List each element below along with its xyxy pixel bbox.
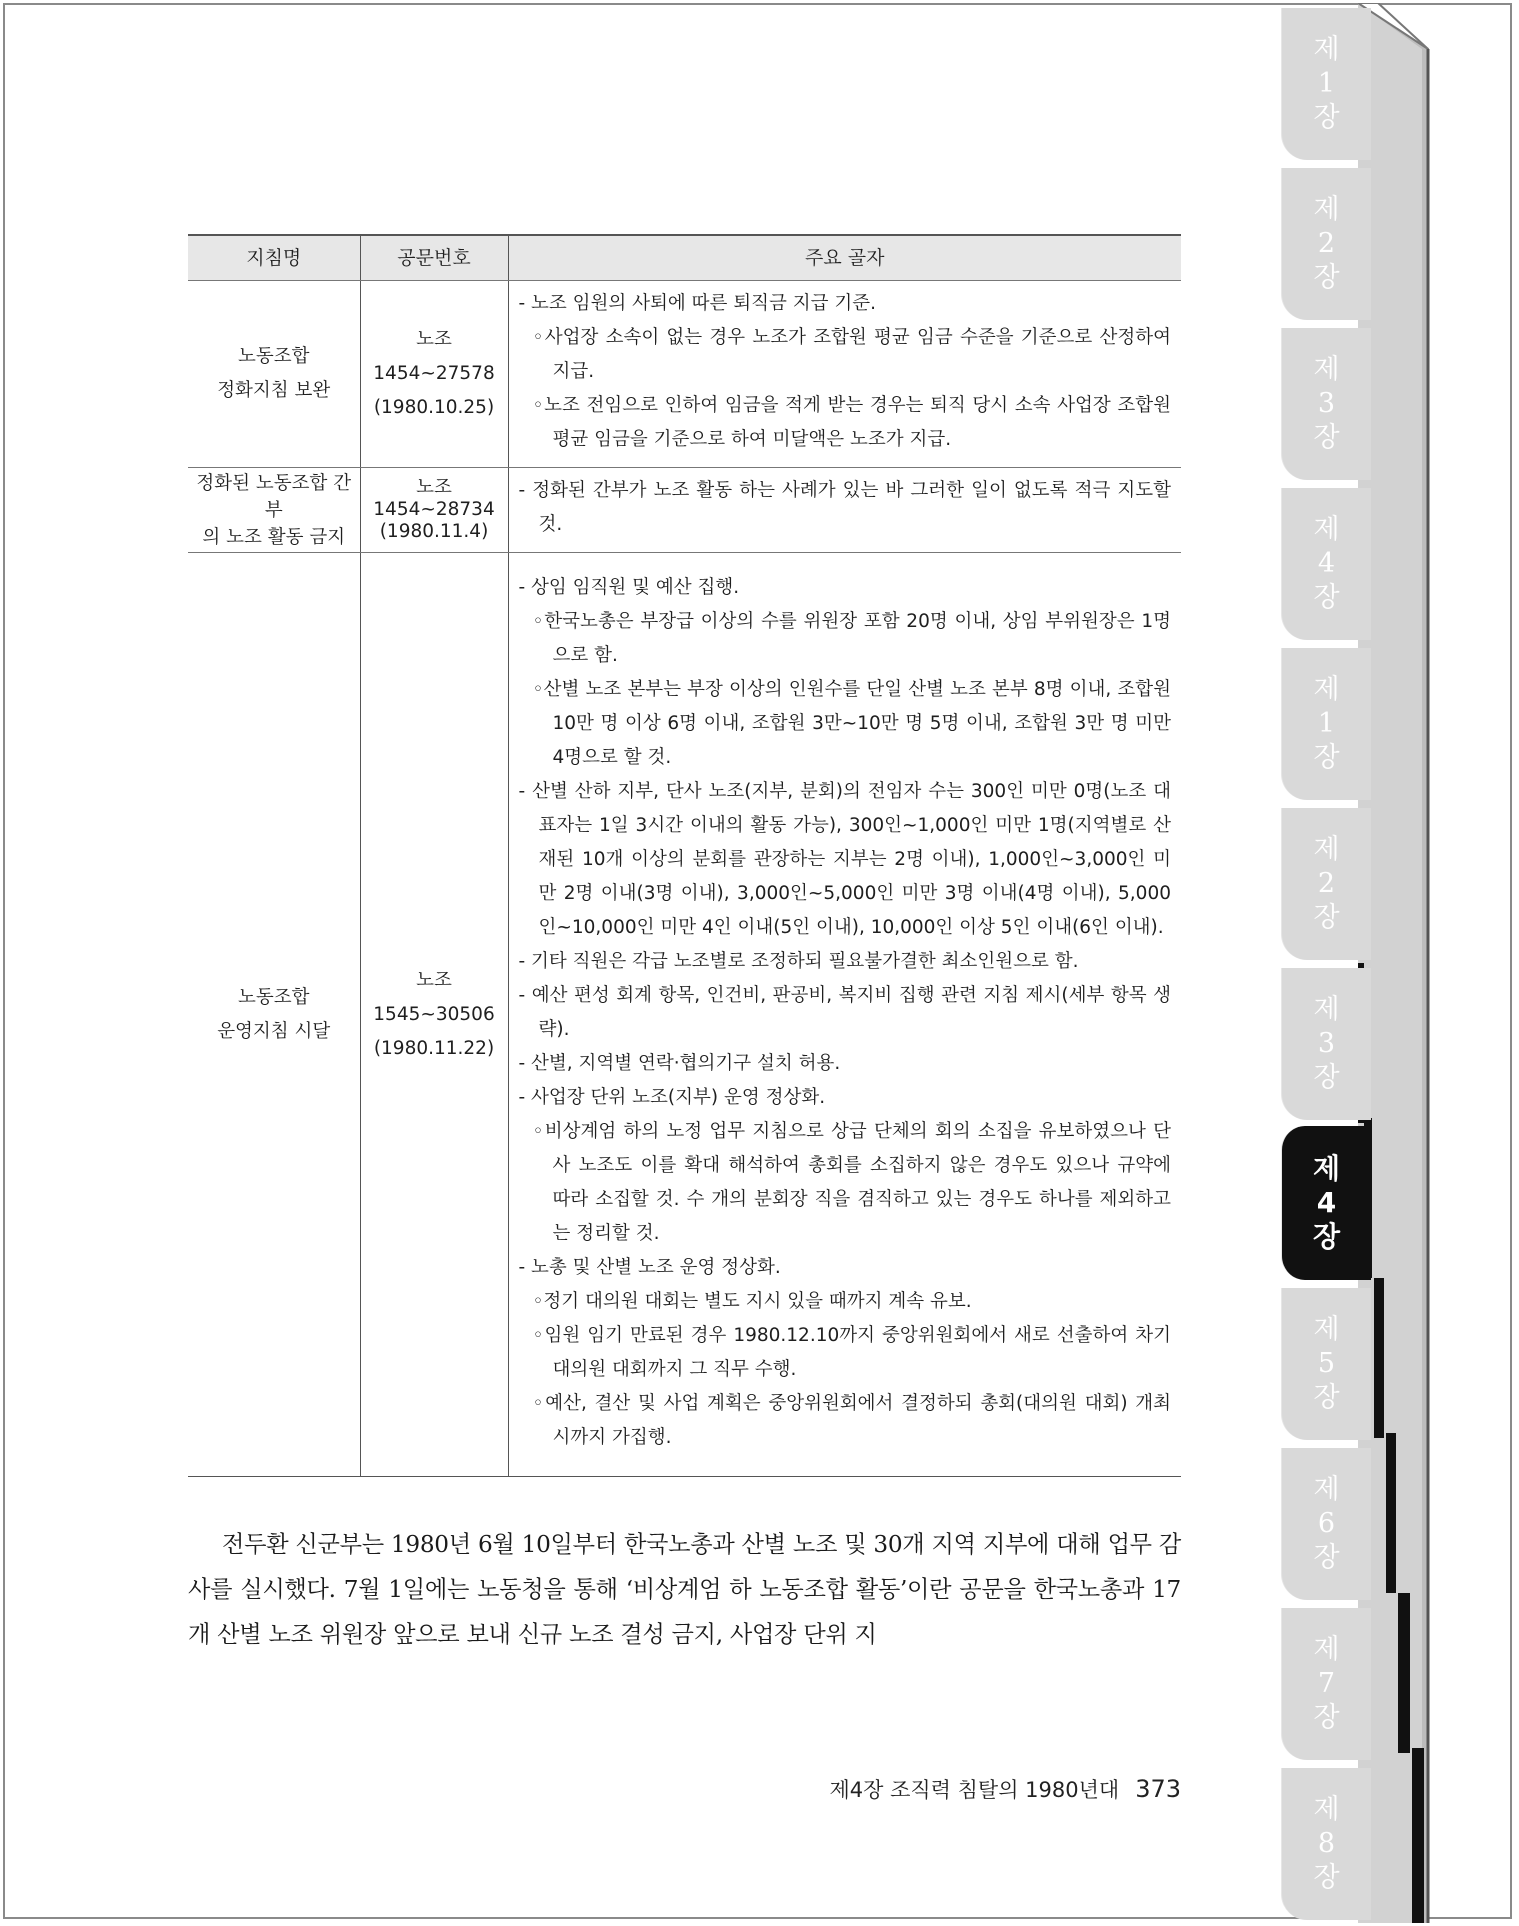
cell-text: 노조 [416, 329, 452, 350]
list-item: - 노총 및 산별 노조 운영 정상화. [518, 1256, 781, 1278]
list-item: ◦비상계엄 하의 노정 업무 지침으로 상급 단체의 회의 소집을 유보하였으나 단사 노조도 이를 확대 해석하여 총회를 소집하지 않은 경우도 있으나 규약에 따라 소집할 것. 수 개의 분회장 직을 겸직하고 있는 경우도 하나를 제외하고는 정리할 것. [532, 1120, 1171, 1244]
document-number-cell [360, 468, 508, 553]
tab-label: 제1장 [1313, 674, 1340, 773]
tab-label: 제5장 [1313, 1314, 1340, 1413]
running-chapter-title: 제4장 조직력 침탈의 1980년대 [829, 1778, 1120, 1802]
tab-label: 제2장 [1313, 834, 1340, 933]
list-item: ◦사업장 소속이 없는 경우 노조가 조합원 평균 임금 수준을 기준으로 산정하여 지급. [532, 327, 1171, 382]
list-item: - 상임 임직원 및 예산 집행. [518, 576, 740, 598]
cell-text: 1454~28734 [373, 499, 495, 520]
book-edge-stack [1358, 3, 1518, 1923]
cell-text: 노조 [416, 969, 452, 991]
main-points-cell [508, 468, 1181, 553]
list-item: - 기타 직원은 각급 노조별로 조정하되 필요불가결한 최소인원으로 함. [518, 950, 1079, 972]
cell-text: (1980.10.25) [373, 397, 495, 418]
chapter-tab-3[interactable] [1281, 328, 1371, 480]
table-row [188, 281, 1181, 468]
body-paragraph: 전두환 신군부는 1980년 6월 10일부터 한국노총과 산별 노조 및 30개 지역 지부에 대해 업무 감사를 실시했다. 7월 1일에는 노동청을 통해 ‘비상계엄 하 노동조합 활동’이란 공문을 한국노총과 17개 산별 노조 위원장 앞으로 보내 신규 노조 결성 금지, 사업장 단위 지 [188, 1531, 1181, 1648]
list-item: ◦예산, 결산 및 사업 계획은 중앙위원회에서 결정하되 총회(대의원 대회) 개최 시까지 가집행. [532, 1392, 1171, 1448]
cell-text: 정화된 노동조합 간부 [196, 472, 352, 521]
list-item: - 산별, 지역별 연락·협의기구 설치 허용. [518, 1052, 841, 1074]
list-item: ◦산별 노조 본부는 부장 이상의 인원수를 단일 산별 노조 본부 8명 이내, 조합원 10만 명 이상 6명 이내, 조합원 3만~10만 명 5명 이내, 조합원 3만 명 미만 4명으로 할 것. [532, 678, 1171, 768]
chapter-tab-7[interactable] [1281, 968, 1371, 1120]
cell-text: 의 노조 활동 금지 [202, 526, 346, 548]
guideline-name-cell [188, 553, 360, 1477]
page-footer [700, 1774, 1181, 1804]
chapter-tab-10[interactable] [1281, 1448, 1371, 1600]
chapter-tab-1[interactable] [1281, 8, 1371, 160]
cell-text: 1545~30506 [373, 1003, 495, 1025]
header-guideline-name: 지침명 [188, 235, 360, 281]
tab-label: 제3장 [1313, 354, 1340, 453]
guideline-table [188, 234, 1181, 1477]
tab-label: 제4장 [1313, 514, 1340, 613]
list-item: ◦임원 임기 만료된 경우 1980.12.10까지 중앙위원회에서 새로 선출하여 차기 대의원 대회까지 그 직무 수행. [532, 1324, 1171, 1380]
page-number: 373 [1135, 1775, 1181, 1803]
tab-label: 제7장 [1313, 1634, 1340, 1733]
tab-label: 제3장 [1313, 994, 1340, 1093]
main-points-cell [508, 553, 1181, 1477]
list-item: - 산별 산하 지부, 단사 노조(지부, 분회)의 전임자 수는 300인 미만 0명(노조 대표자는 1일 3시간 이내의 활동 가능), 300인~1,000인 미만 1명(지역별로 산재된 10개 이상의 분회를 관장하는 지부는 2명 이내), 1,000인~3,000인 미만 2명 이내(3명 이내), 3,000인~5,000인 미만 3명 이내(4명 이내), 5,000인~10,000인 미만 4인 이내(5인 이내), 10,000인 이상 5인 이내(6인 이내). [518, 780, 1171, 938]
table-header-row [188, 235, 1181, 281]
list-item: ◦정기 대의원 대회는 별도 지시 있을 때까지 계속 유보. [532, 1290, 972, 1312]
tab-label: 제8장 [1313, 1794, 1340, 1893]
chapter-tab-5[interactable] [1281, 648, 1371, 800]
list-item: ◦노조 전임으로 인하여 임금을 적게 받는 경우는 퇴직 당시 소속 사업장 조합원 평균 임금을 기준으로 하여 미달액은 노조가 지급. [532, 395, 1171, 450]
chapter-tab-11[interactable] [1281, 1608, 1371, 1760]
cell-text: 정화지침 보완 [217, 380, 331, 401]
list-item: - 정화된 간부가 노조 활동 하는 사례가 있는 바 그러한 일이 없도록 적극 지도할 것. [518, 480, 1171, 535]
list-item: ◦한국노총은 부장급 이상의 수를 위원장 포함 20명 이내, 상임 부위원장은 1명으로 함. [532, 610, 1171, 666]
cell-text: (1980.11.22) [373, 1037, 495, 1059]
tab-label: 제6장 [1313, 1474, 1340, 1573]
tab-label: 제2장 [1313, 194, 1340, 293]
main-points-cell [508, 281, 1181, 468]
guideline-name-cell [188, 468, 360, 553]
document-number-cell [360, 553, 508, 1477]
cell-text: 노조 [416, 477, 452, 498]
tab-label: 제1장 [1313, 34, 1340, 133]
chapter-tab-8-active[interactable] [1281, 1126, 1371, 1280]
document-number-cell [360, 281, 508, 468]
list-item: - 예산 편성 회계 항목, 인건비, 판공비, 복지비 집행 관련 지침 제시(세부 항목 생략). [518, 984, 1171, 1040]
chapter-tab-9[interactable] [1281, 1288, 1371, 1440]
chapter-tab-4[interactable] [1281, 488, 1371, 640]
cell-text: 운영지침 시달 [217, 1020, 331, 1042]
list-item: - 노조 임원의 사퇴에 따른 퇴직금 지급 기준. [518, 293, 877, 314]
header-main-points: 주요 골자 [508, 235, 1181, 281]
chapter-tab-6[interactable] [1281, 808, 1371, 960]
table-row [188, 468, 1181, 553]
guideline-name-cell [188, 281, 360, 468]
chapter-tab-12[interactable] [1281, 1768, 1371, 1920]
header-document-number: 공문번호 [360, 235, 508, 281]
cell-text: (1980.11.4) [379, 521, 489, 542]
chapter-tab-2[interactable] [1281, 168, 1371, 320]
tab-label: 제4장 [1312, 1152, 1341, 1253]
cell-text: 노동조합 [238, 986, 310, 1008]
list-item: - 사업장 단위 노조(지부) 운영 정상화. [518, 1086, 826, 1108]
cell-text: 노동조합 [238, 346, 310, 367]
table-row [188, 553, 1181, 1477]
cell-text: 1454~27578 [373, 363, 495, 384]
